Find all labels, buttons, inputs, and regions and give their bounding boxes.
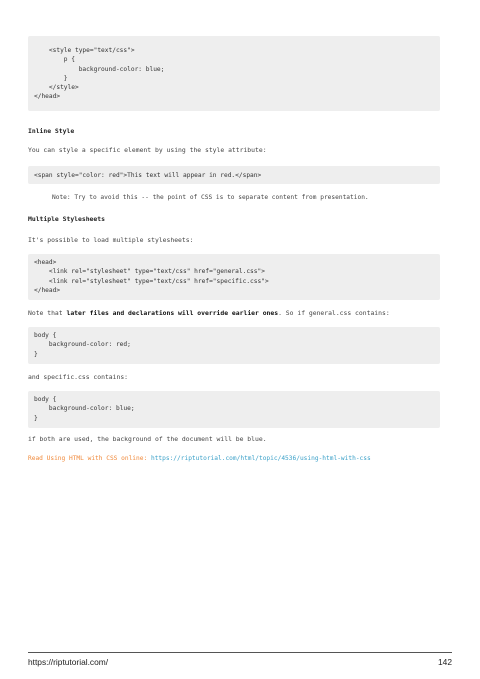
read-online-link[interactable]: https://riptutorial.com/html/topic/4536/using-html-with-css [150, 455, 371, 462]
page-number: 142 [438, 657, 452, 667]
code-line: <head> [34, 259, 57, 266]
code-line: body { [34, 396, 57, 403]
code-block-specific-css [28, 391, 440, 428]
note-that-prefix: Note that [28, 309, 67, 317]
multiple-stylesheets-text: It's possible to load multiple stylesheets: [28, 236, 194, 244]
page-footer [28, 657, 452, 667]
code-line: <link rel="stylesheet" type="text/css" href="specific.css"> [48, 277, 269, 285]
note-that-bold: later files and declarations will override earlier ones [66, 309, 279, 317]
code-line: <span style="color: red">This text will appear in red.</span> [34, 172, 262, 179]
code-line: } [63, 74, 68, 82]
code-block-general-css [28, 327, 440, 364]
inline-style-text: You can style a specific element by using the style attribute: [28, 146, 267, 154]
code-line: <link rel="stylesheet" type="text/css" href="general.css"> [48, 268, 265, 276]
code-line: </style> [48, 84, 79, 92]
code-line: </head> [34, 286, 61, 294]
code-line: body { [34, 332, 57, 339]
code-line: background-color: red; [48, 341, 131, 349]
code-line: </head> [34, 93, 61, 101]
code-line: } [34, 350, 38, 358]
note-that-text [28, 309, 390, 318]
read-online-label: Read Using HTML with CSS online: [28, 455, 151, 462]
code-line: background-color: blue; [48, 405, 135, 413]
note-that-suffix: . So if general.css contains: [278, 309, 390, 317]
code-line: p { [63, 56, 75, 64]
both-used-text: if both are used, the background of the document will be blue. [28, 435, 267, 443]
inline-style-heading: Inline Style [28, 127, 75, 135]
code-block-style-tag [28, 36, 440, 111]
specific-css-text: and specific.css contains: [28, 373, 129, 381]
note-text: Note: Try to avoid this -- the point of CSS is to separate content from presentation. [52, 194, 369, 201]
footer-divider [28, 652, 452, 653]
code-block-links [28, 254, 440, 300]
read-online-line [28, 455, 371, 462]
multiple-stylesheets-heading: Multiple Stylesheets [28, 215, 105, 223]
code-block-span [28, 166, 440, 184]
code-line: } [34, 414, 38, 422]
code-line: <style type="text/css"> [48, 47, 135, 54]
footer-site-link[interactable]: https://riptutorial.com/ [28, 657, 109, 667]
code-line: background-color: blue; [78, 65, 165, 73]
